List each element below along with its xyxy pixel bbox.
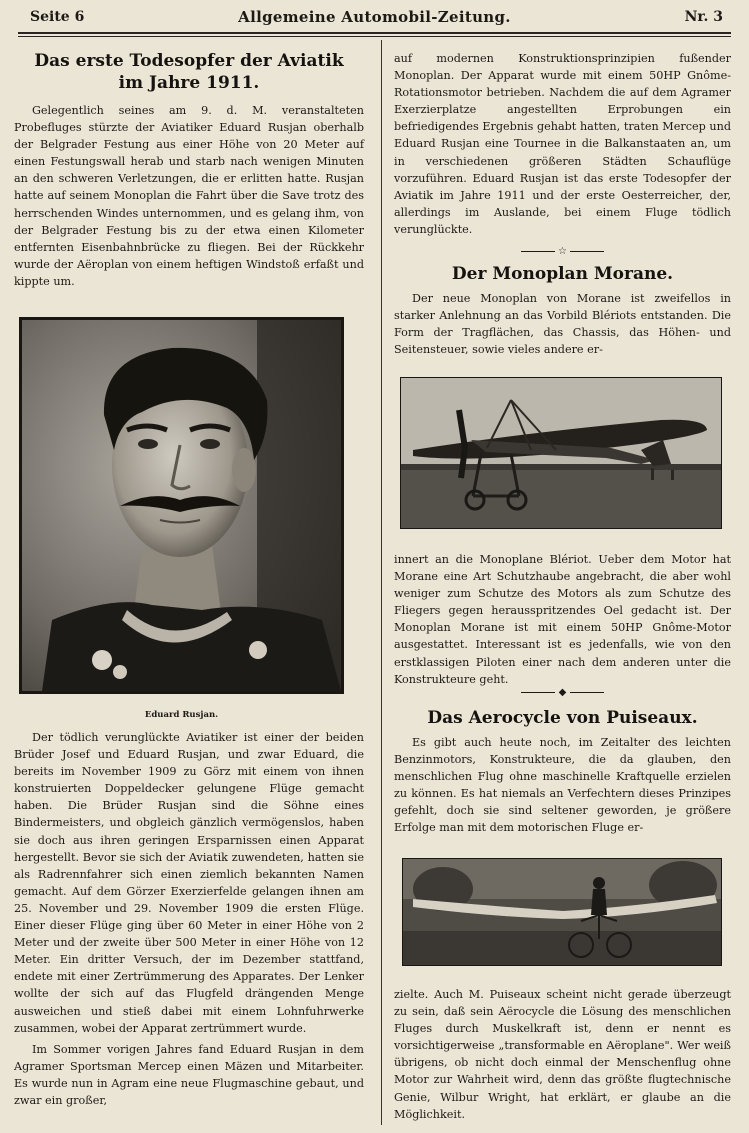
- right-column-puiseaux-cont: [394, 986, 731, 1123]
- portrait-caption: Eduard Rusjan.: [144, 710, 219, 720]
- article-paragraph: Es gibt auch heute noch, im Zeitalter des leichten Benzinmotors, Konstrukteure, die da glauben, den menschlichen Flug ohne maschinelle Kraftquelle erzielen zu können. Es hat niemals an Verfechtern dieses Prinzipes gefehlt, doch sie sind seltener geworden, je größere Erfolge man mit dem motorischen Fluge er-: [394, 736, 731, 835]
- article-title-rusjan: Das erste Todesopfer der Aviatik im Jahre 1911.: [34, 51, 344, 93]
- article-paragraph: Der neue Monoplan von Morane ist zweifellos in starker Anlehnung an das Vorbild Blériots entstanden. Die Form der Tragflächen, das Chassis, das Höhen- und Seitensteuer, sowie vieles andere er-: [394, 292, 731, 357]
- article-paragraph: auf modernen Konstruktionsprinzipien fußender Monoplan. Der Apparat wurde mit einem 50HP Gnôme-Rotationsmotor betrieben. Nachdem die auf dem Agramer Exerzierplatze angestellten Erprobungen ein befriedigendes Ergebnis gehabt hatten, traten Mercep und Eduard Rusjan eine Tournee in die Balkanstaaten an, um in verschiedenen größeren Städten Schauflüge vorzuführen. Eduard Rusjan ist das erste Todesopfer der Aviatik im Jahre 1911 und der erste Oesterreicher, der, allerdings im Auslande, bei einem Fluge tödlich verunglückte.: [394, 52, 731, 236]
- section-divider: [394, 247, 731, 257]
- photo-monoplan-morane: [400, 377, 722, 529]
- right-column-morane: [394, 263, 731, 358]
- article-paragraph: Der tödlich verunglückte Aviatiker ist einer der beiden Brüder Josef und Eduard Rusjan, und zwar Eduard, die bereits im November 1909 zu Görz mit einem von ihnen konstruierten Doppeldecker gelungene Flüge gemacht haben. Die Brüder Rusjan sind die Söhne eines Bindermeisters, und obgleich gänzlich vermögenslos, haben sie doch aus ihren geringen Ersparnissen einen Apparat hergestellt. Bevor sie sich der Aviatik zuwendeten, hatten sie als Radrennfahrer sich einen ziemlich bekannten Namen gemacht. Auf dem Görzer Exerzierfelde gelangen ihnen am 25. November und 29. November 1909 die ersten Flüge. Einer dieser Flüge ging über 60 Meter in einer Höhe von 2 Meter und der zweite über 500 Meter in einer Höhe von 12 Meter. Ein dritter Versuch, der im Dezember stattfand, endete mit einer Zertrümmerung des Apparates. Der Lenker wollte der sich auf das Flugfeld drängenden Menge ausweichen und stieß dabei mit einem Lohnfuhrwerke zusammen, wobei der Apparat zertrümmert wurde.: [14, 731, 364, 1035]
- photo-aerocycle-puiseaux: [402, 858, 722, 966]
- article-title-aerocycle: Das Aerocycle von Puiseaux.: [427, 708, 698, 728]
- issue-number: Nr. 3: [684, 9, 723, 25]
- article-paragraph: zielte. Auch M. Puiseaux scheint nicht gerade überzeugt zu sein, daß sein Aërocycle die Lösung des menschlichen Fluges durch Muskelkraft ist, denn er nennt es vorsichtigerweise „transformable en Aëroplane". Wer weiß übrigens, ob nicht doch einmal der Menschenflug ohne Motor zur Wahrheit wird, denn das größte flugtechnische Genie, Wilbur Wright, hat erklärt, er glaube an die Möglichkeit.: [394, 988, 731, 1121]
- right-column: [394, 50, 731, 238]
- star-ornament-icon: ☆: [558, 246, 567, 257]
- article-paragraph: Gelegentlich seines am 9. d. M. veranstalteten Probefluges stürzte der Aviatiker Eduard Rusjan oberhalb der Belgrader Festung aus einer Höhe von 20 Meter auf einen Festungswall herab und starb nach wenigen Minuten an den schweren Verletzungen, die er erlitten hatte. Rusjan hatte auf seinem Monoplan die Fahrt über die Save trotz des herrschenden Windes unternommen, und es gelang ihm, von der Belgrader Festung bis zu der etwa einen Kilometer entfernten Eisenbahnbrücke zu fliegen. Bei der Rückkehr wurde der Aëroplan von einem heftigen Windstoß erfaßt und kippte um.: [14, 104, 364, 288]
- right-column-puiseaux: [394, 707, 731, 837]
- left-column: [14, 50, 364, 290]
- left-column-lower: [14, 729, 364, 1109]
- diamond-ornament-icon: ◆: [558, 687, 567, 698]
- header-rule: [18, 32, 731, 37]
- right-column-morane-cont: [394, 551, 731, 688]
- page-number: Seite 6: [30, 9, 85, 25]
- article-paragraph: Im Sommer vorigen Jahres fand Eduard Rusjan in dem Agramer Sportsman Mercep einen Mäzen und Mitarbeiter. Es wurde nun in Agram eine neue Flugmaschine gebaut, und zwar ein großer,: [14, 1042, 364, 1107]
- portrait-illustration: [22, 320, 341, 691]
- newspaper-title: Allgemeine Automobil-Zeitung.: [238, 8, 511, 26]
- section-divider: [394, 688, 731, 698]
- page-header: [18, 6, 731, 30]
- article-title-morane: Der Monoplan Morane.: [451, 264, 674, 284]
- article-paragraph: innert an die Monoplane Blériot. Ueber dem Motor hat Morane eine Art Schutzhaube angebracht, die aber wohl weniger zum Schutze des Motors als zum Schutze des Fliegers gegen herausspritzendes Oel gedacht ist. Der Monoplan Morane ist mit einem 50HP Gnôme-Motor ausgestattet. Interessant ist es jedenfalls, wie von den erstklassigen Piloten einer nach dem anderen unter die Konstrukteure geht.: [394, 553, 731, 686]
- portrait-photo-rusjan: [19, 317, 344, 694]
- column-rule: [381, 40, 382, 1125]
